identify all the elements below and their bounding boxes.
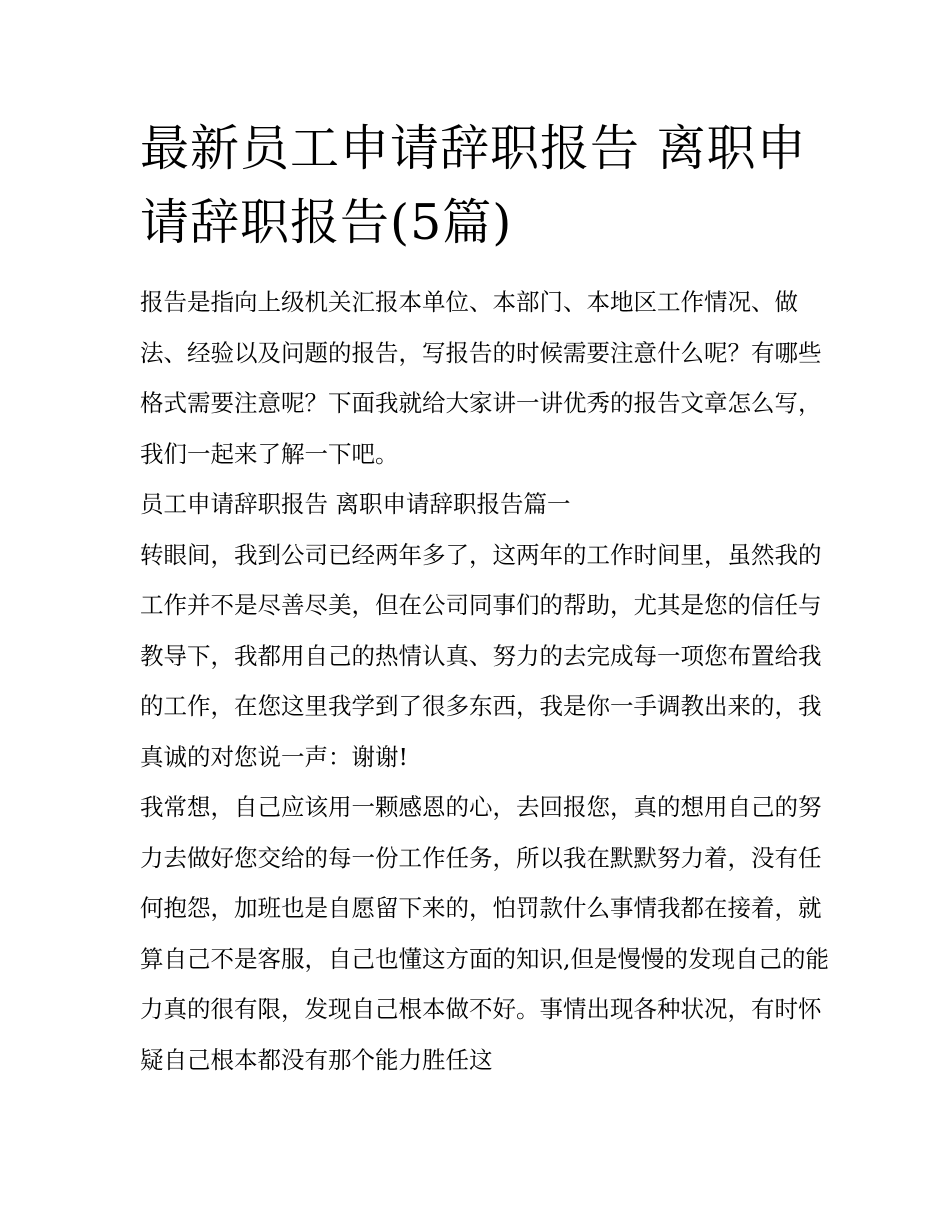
- body-paragraph-2: 我常想，自己应该用一颗感恩的心，去回报您，真的想用自己的努力去做好您交给的每一份工作任务，所以我在默默努力着，没有任何抱怨，加班也是自愿留下来的，怕罚款什么事情我都在接着，就算自己不是客服，自己也懂这方面的知识,但是慢慢的发现自己的能力真的很有限，发现自己根本做不好。事情出现各种状况，有时怀疑自己根本都没有那个能力胜任这: [140, 793, 829, 1074]
- body-paragraph-1: 转眼间，我到公司已经两年多了，这两年的工作时间里，虽然我的工作并不是尽善尽美，但在公司同事们的帮助，尤其是您的信任与教导下，我都用自己的热情认真、努力的去完成每一项您布置给我的工作，在您这里我学到了很多东西，我是你一手调教出来的，我真诚的对您说一声：谢谢!: [140, 540, 822, 771]
- section-heading: 员工申请辞职报告 离职申请辞职报告篇一: [140, 490, 571, 518]
- intro-paragraph: 报告是指向上级机关汇报本单位、本部门、本地区工作情况、做法、经验以及问题的报告，写报告的时候需要注意什么呢？有哪些格式需要注意呢？下面我就给大家讲一讲优秀的报告文章怎么写，我们一起来了解一下吧。: [140, 288, 822, 468]
- document-body: [140, 277, 830, 1085]
- document-title: 最新员工申请辞职报告 离职申请辞职报告(5篇): [140, 120, 807, 251]
